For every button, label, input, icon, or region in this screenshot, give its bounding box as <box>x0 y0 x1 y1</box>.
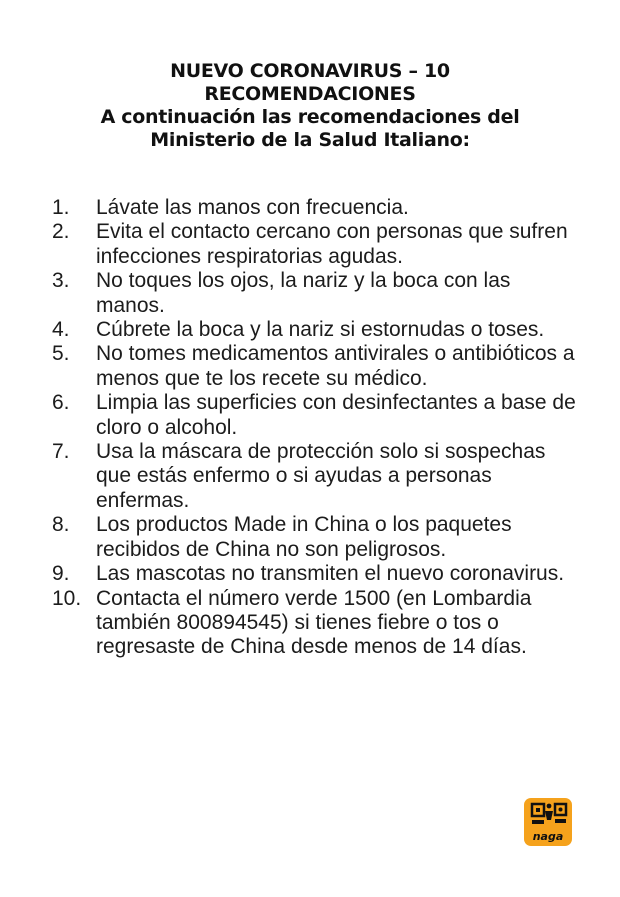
item-text: Las mascotas no transmiten el nuevo coronavirus. <box>96 562 565 586</box>
list-item <box>52 562 582 586</box>
list-item <box>52 342 582 391</box>
subtitle-line-1: A continuación las recomendaciones del <box>100 106 520 128</box>
item-number: 2. <box>52 220 70 244</box>
logo-text: naga <box>532 830 564 843</box>
item-number: 8. <box>52 513 70 537</box>
list-item <box>52 440 582 513</box>
item-number: 6. <box>52 391 70 415</box>
item-text: Contacta el número verde 1500 (en Lombardia también 800894545) si tienes fiebre o tos o regresaste de China desde menos de 14 días. <box>96 586 532 659</box>
item-text: No tomes medicamentos antivirales o antibióticos a menos que te los recete su médico. <box>96 342 575 390</box>
item-text: Evita el contacto cercano con personas que sufren infecciones respiratorias agudas. <box>96 220 568 268</box>
list-item <box>52 318 582 342</box>
title-line-2: RECOMENDACIONES <box>204 83 416 105</box>
list-item <box>52 196 582 220</box>
item-number: 3. <box>52 269 70 293</box>
list-item <box>52 269 582 318</box>
naga-logo <box>524 798 572 846</box>
item-number: 10. <box>52 586 82 610</box>
item-text: Usa la máscara de protección solo si sospechas que estás enfermo o si ayudas a personas enfermas. <box>96 440 546 512</box>
list-item <box>52 513 582 562</box>
item-number: 7. <box>52 440 70 464</box>
item-text: Los productos Made in China o los paquetes recibidos de China no son peligrosos. <box>96 513 512 561</box>
recommendations-list <box>52 196 582 660</box>
title-line-1: NUEVO CORONAVIRUS – 10 <box>170 60 450 82</box>
item-text: No toques los ojos, la nariz y la boca con las manos. <box>96 269 511 317</box>
item-number: 5. <box>52 342 70 366</box>
item-number: 9. <box>52 562 70 586</box>
document-title <box>0 60 620 152</box>
list-item <box>52 391 582 440</box>
item-text: Cúbrete la boca y la nariz si estornudas o toses. <box>96 318 545 342</box>
item-number: 1. <box>52 196 70 219</box>
item-text: Lávate las manos con frecuencia. <box>96 196 409 219</box>
item-text: Limpia las superficies con desinfectantes a base de cloro o alcohol. <box>96 391 576 439</box>
list-item <box>52 587 582 660</box>
list-item <box>52 220 582 269</box>
naga-logo-icon <box>524 798 572 832</box>
subtitle-line-2: Ministerio de la Salud Italiano: <box>150 129 470 151</box>
item-number: 4. <box>52 318 70 342</box>
